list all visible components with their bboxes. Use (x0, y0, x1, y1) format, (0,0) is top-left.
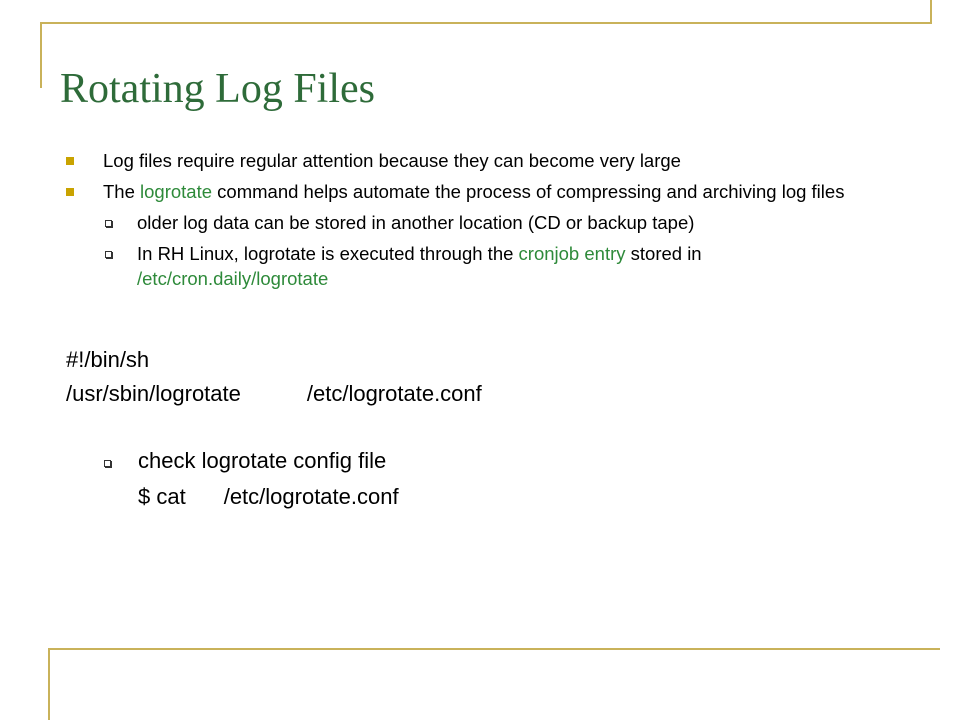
bullet-text: Log files require regular attention because they can become very large (103, 150, 681, 171)
checkbox-bullet-icon (105, 220, 112, 227)
cat-command-line (96, 480, 399, 514)
command-line (66, 377, 482, 411)
bullet-text-suffix: command helps automate the process of compressing and archiving log files (212, 181, 845, 202)
checkbox-bullet-icon (104, 460, 111, 467)
shebang-line: #!/bin/sh (66, 347, 150, 372)
highlight-logrotate: logrotate (140, 181, 213, 202)
cat-argument: /etc/logrotate.conf (223, 484, 399, 509)
sub-bullet-text-prefix: In RH Linux, logrotate is executed through the (137, 243, 519, 264)
bullet-item (62, 148, 882, 173)
sub-bullet-text-mid: stored in (625, 243, 702, 264)
bullet-item (62, 179, 882, 204)
frame-line-top (40, 22, 932, 24)
slide-title: Rotating Log Files (60, 66, 375, 112)
bullet-text-prefix: The (103, 181, 141, 202)
frame-line-left (40, 22, 42, 88)
sub-bullet-text: older log data can be stored in another location (CD or backup tape) (137, 212, 695, 233)
checkbox-bullet-icon (105, 251, 112, 258)
command-argument: /etc/logrotate.conf (306, 381, 482, 406)
square-bullet-icon (66, 188, 74, 196)
frame-line-bottom-left (48, 648, 50, 720)
command-name: /usr/sbin/logrotate (66, 381, 241, 406)
sub-bullet-item (62, 241, 882, 291)
square-bullet-icon (66, 157, 74, 165)
frame-line-bottom (48, 648, 940, 650)
frame-line-right (930, 0, 932, 24)
script-block (66, 343, 482, 411)
highlight-cronjob-entry: cronjob entry (518, 243, 626, 264)
sub-bullet-item (62, 210, 882, 235)
check-config-block (96, 444, 399, 514)
cat-command: $ cat (138, 484, 186, 509)
highlight-cron-path: /etc/cron.daily/logrotate (137, 268, 329, 289)
bullet-list (62, 148, 882, 297)
check-label: check logrotate config file (138, 448, 387, 473)
